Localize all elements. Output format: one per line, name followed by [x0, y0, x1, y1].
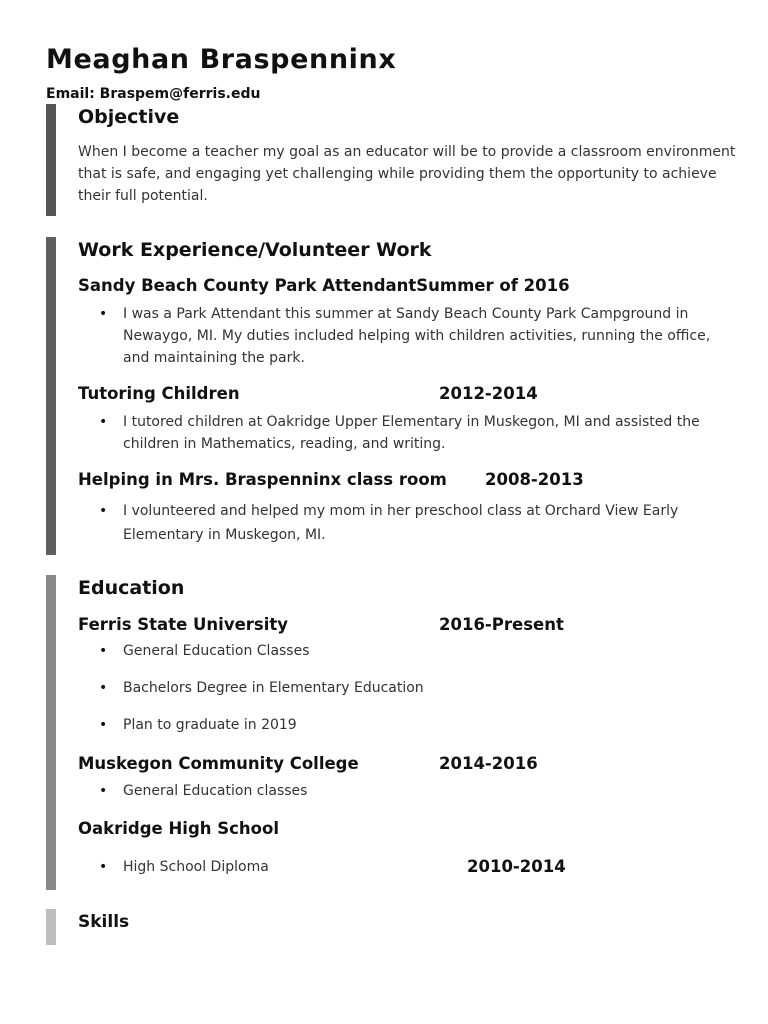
skills-section: [46, 909, 746, 945]
school-date: 2014-2016: [439, 754, 538, 773]
list-item: • General Education classes: [78, 780, 738, 802]
work-bullets: [78, 499, 738, 547]
skills-title: Skills: [78, 912, 130, 932]
list-item: • High School Diploma: [78, 856, 738, 878]
objective-text: When I become a teacher my goal as an educator will be to provide a classroom environment that is safe, and engaging yet challenging while providing them the opportunity to achieve their full potential.: [78, 144, 736, 204]
school-name: Oakridge High School: [78, 819, 279, 838]
education-entry-heading: [78, 612, 738, 638]
work-entry-heading: [78, 467, 738, 493]
list-item: • Bachelors Degree in Elementary Education: [78, 677, 738, 699]
education-bullets: [78, 856, 738, 878]
work-role: Sandy Beach County Park Attendant: [78, 276, 417, 295]
work-bullets: [78, 303, 738, 369]
section-bar: [46, 104, 56, 216]
school-date: 2016-Present: [439, 615, 564, 634]
education-entry-heading: [78, 751, 738, 777]
list-item: • General Education Classes: [78, 640, 738, 662]
list-item: • I was a Park Attendant this summer at Sandy Beach County Park Campground in Newaygo, MI. My duties included helping with children activities, running the office, and maintaining the park.: [78, 303, 738, 369]
work-entry-heading: [78, 381, 738, 407]
resume-name: Meaghan Braspenninx: [46, 44, 397, 75]
education-entry-heading: [78, 816, 738, 842]
education-bullets: [78, 780, 738, 802]
objective-title: Objective: [78, 106, 180, 128]
section-bar: [46, 237, 56, 555]
work-section: [46, 237, 746, 555]
section-bar: [46, 575, 56, 890]
work-date: 2012-2014: [439, 384, 538, 403]
list-item: • I tutored children at Oakridge Upper Elementary in Muskegon, MI and assisted the children in Mathematics, reading, and writing.: [78, 411, 738, 455]
work-title: Work Experience/Volunteer Work: [78, 239, 432, 261]
list-item: • I volunteered and helped my mom in her preschool class at Orchard View Early Elementary in Muskegon, MI.: [78, 499, 738, 547]
email-line: Email: Braspem@ferris.edu: [46, 86, 261, 102]
objective-section: [46, 104, 746, 216]
list-item: • Plan to graduate in 2019: [78, 714, 738, 736]
education-bullets: [78, 640, 738, 736]
education-section: [46, 575, 746, 890]
work-date: 2008-2013: [485, 470, 584, 489]
school-name: Muskegon Community College: [78, 754, 359, 773]
section-bar: [46, 909, 56, 945]
work-role: Helping in Mrs. Braspenninx class room: [78, 470, 447, 489]
school-name: Ferris State University: [78, 615, 289, 634]
work-date: Summer of 2016: [416, 276, 570, 295]
work-role: Tutoring Children: [78, 384, 240, 403]
school-date: 2010-2014: [467, 857, 566, 876]
work-entry-heading: [78, 273, 738, 299]
work-bullets: [78, 411, 738, 455]
education-title: Education: [78, 577, 185, 599]
